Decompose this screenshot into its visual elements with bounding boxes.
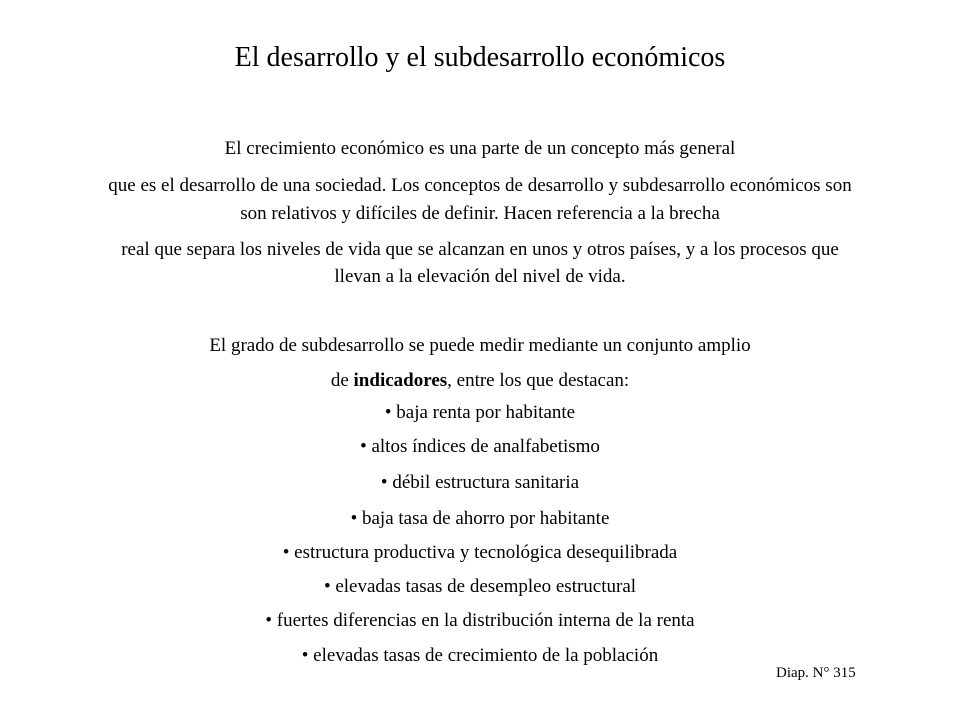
paragraph1-line1: El crecimiento económico es una parte de un concepto más general xyxy=(224,138,736,159)
indicator-item: • baja tasa de ahorro por habitante xyxy=(350,508,610,529)
slide-title: El desarrollo y el subdesarrollo económicos xyxy=(234,42,726,73)
indicator-item: • elevadas tasas de desempleo estructural xyxy=(323,576,637,597)
paragraph1-line2: que es el desarrollo de una sociedad. Los conceptos de desarrollo y subdesarrollo económicos son xyxy=(108,175,852,196)
indicator-item: • fuertes diferencias en la distribución interna de la renta xyxy=(265,610,695,631)
indicator-item: • baja renta por habitante xyxy=(384,402,576,423)
indicator-item: • estructura productiva y tecnológica desequilibrada xyxy=(282,542,678,563)
paragraph2-line2-suffix: , entre los que destacan: xyxy=(447,370,630,391)
paragraph2-line2 xyxy=(0,367,960,395)
paragraph2-line2-prefix: de xyxy=(330,370,354,391)
indicadores-keyword: indicadores xyxy=(353,370,448,391)
paragraph1-line4: real que separa los niveles de vida que se alcanzan en unos y otros países, y a los procesos que xyxy=(121,239,839,260)
paragraph1-line5: llevan a la elevación del nivel de vida. xyxy=(334,266,626,287)
indicator-item: • elevadas tasas de crecimiento de la población xyxy=(301,645,659,666)
indicator-item: • altos índices de analfabetismo xyxy=(360,436,600,457)
slide-number: Diap. N° 315 xyxy=(776,665,856,681)
paragraph2-line1: El grado de subdesarrollo se puede medir mediante un conjunto amplio xyxy=(209,335,751,356)
indicator-item: • débil estructura sanitaria xyxy=(380,472,580,493)
paragraph1-line3: son relativos y difíciles de definir. Hacen referencia a la brecha xyxy=(240,203,720,224)
